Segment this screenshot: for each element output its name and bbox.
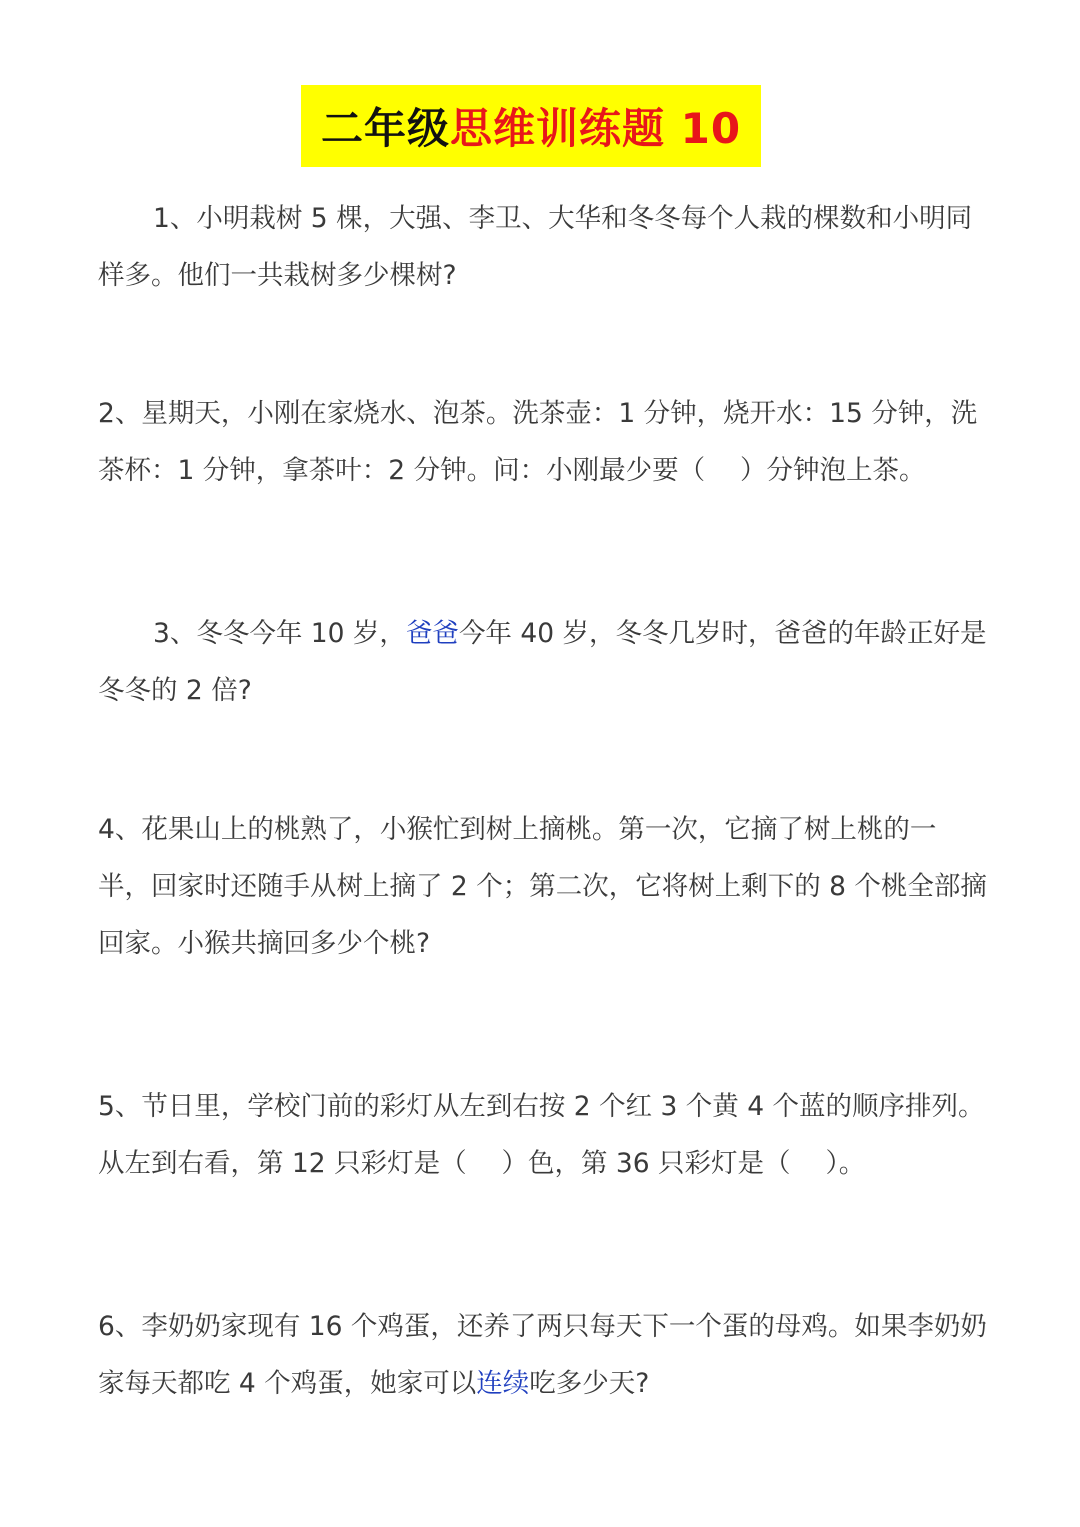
question-3-text-before: 3、冬冬今年 10 岁，	[153, 618, 406, 649]
question-2	[98, 385, 988, 499]
question-6	[98, 1298, 988, 1412]
title-grade: 二年级	[320, 104, 450, 153]
question-3-link[interactable]: 爸爸	[405, 618, 459, 649]
question-3	[98, 605, 988, 719]
page-title	[301, 85, 761, 167]
question-5	[98, 1078, 988, 1192]
question-6-text-after: 吃多少天?	[529, 1368, 650, 1399]
question-3-text-after: 今年 40 岁，冬冬几岁时，爸爸的年龄正好是冬冬的 2 倍?	[98, 618, 987, 706]
question-1	[98, 190, 988, 304]
question-1-text: 1、小明栽树 5 棵，大强、李卫、大华和冬冬每个人栽的棵数和小明同样多。他们一共栽树多少棵树?	[98, 203, 973, 291]
question-6-link[interactable]: 连续	[476, 1368, 530, 1399]
question-4-text: 4、花果山上的桃熟了，小猴忙到树上摘桃。第一次，它摘了树上桃的一半，回家时还随手从树上摘了 2 个；第二次，它将树上剩下的 8 个桃全部摘回家。小猴共摘回多少个桃?	[98, 814, 987, 959]
question-5-text: 5、节日里，学校门前的彩灯从左到右按 2 个红 3 个黄 4 个蓝的顺序排列。从左到右看，第 12 只彩灯是（ ）色，第 36 只彩灯是（ ）。	[98, 1091, 985, 1179]
question-4	[98, 801, 988, 972]
question-6-text-before: 6、李奶奶家现有 16 个鸡蛋，还养了两只每天下一个蛋的母鸡。如果李奶奶家每天都吃 4 个鸡蛋，她家可以	[98, 1311, 987, 1399]
question-2-text: 2、星期天，小刚在家烧水、泡茶。洗茶壶：1 分钟，烧开水：15 分钟，洗茶杯：1 分钟，拿茶叶：2 分钟。问：小刚最少要（ ）分钟泡上茶。	[98, 398, 978, 486]
title-topic: 思维训练题 10	[449, 104, 742, 153]
